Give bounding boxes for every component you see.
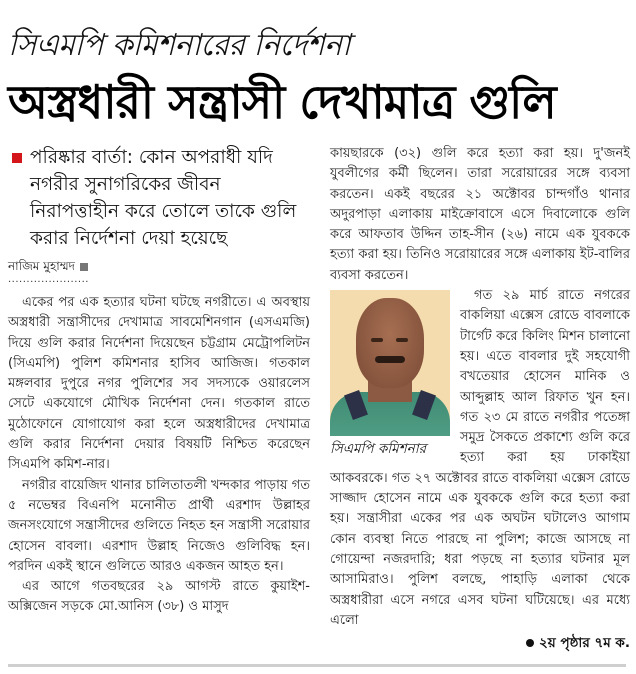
left-column bbox=[8, 144, 310, 618]
author-name: নাজিম মুহাম্মদ bbox=[8, 259, 75, 273]
body-paragraph: একের পর এক হত্যার ঘটনা ঘটছে নগরীতে। এ অবস্থায় অস্ত্রধারী সন্ত্রাসীদের দেখামাত্র সাবমেশিনগান (এসএমজি) দিয়ে গুলি করার নির্দেশনা দিয়েছেন চট্টগ্রাম মেট্রোপলিটন (সিএমপি) পুলিশ কমিশনার হাসিব আজিজ। গতকাল মঙ্গলবার দুপুরে নগর পুলিশের সব সদস্যকে ওয়ারলেস সেটে একযোগে মৌখিক নির্দেশনা দেন। গতকাল রাতে মুঠোফোনে যোগাযোগ করা হলে অস্ত্রধারীদের দেখামাত্র গুলি করার নির্দেশনা দেয়ার বিষয়টি নিশ্চিত করেছেন সিএমপি কমিশ-নার। bbox=[8, 295, 310, 473]
bottom-rule bbox=[8, 664, 626, 667]
head-shape bbox=[356, 298, 424, 388]
byline bbox=[8, 255, 310, 277]
headline: অস্ত্রধারী সন্ত্রাসী দেখামাত্র গুলি bbox=[8, 75, 556, 129]
dotted-separator: ······················ bbox=[8, 277, 89, 288]
eye-shape bbox=[371, 338, 383, 342]
summary-block bbox=[8, 144, 310, 252]
body-paragraph: নগরীর বায়েজিদ থানার চালিতাতলী খন্দকার পাড়ায় গত ৫ নভেম্বর বিএনপি মনোনীত প্রার্থী এরশাদ উল্লাহর জনসংযোগে সন্ত্রাসীদের গুলিতে নিহত হন সন্ত্রাসী সরোয়ার হোসেন বাবলা। এরশাদ উল্লাহ নিজেও গুলিবিদ্ধ হন। পরদিন একই স্থানে গুলিতে আরও একজন আহত হন। bbox=[8, 477, 310, 574]
commissioner-photo bbox=[330, 290, 450, 436]
grey-square-icon bbox=[80, 263, 88, 271]
jump-text: ২য় পৃষ্ঠার ৭ম ক. bbox=[539, 635, 630, 652]
kicker: সিএমপি কমিশনারের নির্দেশনা bbox=[8, 28, 351, 63]
mustache-shape bbox=[375, 356, 405, 363]
body-paragraph: এর আগে গতবছরের ২৯ আগস্ট রাতে কুয়াইশ-অক্সিজেন সড়কে মো.আনিস (৩৮) ও মাসুদ bbox=[8, 579, 310, 615]
eye-shape bbox=[396, 338, 408, 342]
body-paragraph: গত ২৯ মার্চ রাতে নগরের বাকলিয়া এক্সেস রোডে বাবলাকে টার্গেট করে কিলিং মিশন চালানো হয়। এতে বাবলার দুই সহযোগী বখতেয়ার হোসেন মানিক ও আব্দুল্লাহ আল রিফাত খুন হন। গত ২৩ মে রাতে নগরীর পতেঙ্গা সমুদ্র সৈকতে প্রকাশ্যে গুলি করে হত্যা করা হয় ঢাকাইয়া আকবরকে। গত ২৭ অক্টোবর রাতে বাকলিয়া এক্সেস রোডে সাজ্জাদ হোসেন নামে এক যুবককে গুলি করে হত্যা করা হয়। সন্ত্রাসীরা একের পর এক অঘটন ঘটালেও আগাম কোন ব্যবস্থা নিতে পারছে না পুলিশ; কাজে আসছে না গোয়েন্দা নজরদারি; ধরা পড়ছে না হত্যার ঘটনার মূল আসামিরাও। পুলিশ বলছে, পাহাড়ি এলাকা থেকে অস্ত্রধারীরা এসে নগরে এসব ঘটনা ঘটিয়েছে। এর মধ্যে এলো bbox=[330, 288, 630, 628]
summary-text: পরিষ্কার বার্তা: কোন অপরাধী যদি নগরীর সুনাগরিকের জীবন নিরাপত্তাহীন করে তোলে তাকে গুলি করার নির্দেশনা দেয়া হয়েছে bbox=[30, 147, 297, 249]
red-square-bullet-icon bbox=[12, 153, 22, 163]
black-dot-icon bbox=[526, 639, 534, 647]
photo-caption: সিএমপি কমিশনার bbox=[330, 441, 427, 458]
photo-figure bbox=[330, 290, 450, 460]
continuation-jump bbox=[330, 632, 630, 654]
body-paragraph: কায়ছারকে (৩২) গুলি করে হত্যা করা হয়। দু'জনই যুবলীগের কর্মী ছিলেন। তারা সরোয়ারের সঙ্গে ব্যবসা করতেন। একই বছরের ২১ অক্টোবর চান্দগাঁও থানার অদুরপাড়া এলাকায় মাইক্রোবাসে এসে দিবালোকে গুলি করে আফতাব উদ্দিন তাহ-সীন (২৬) নামে এক যুবককে হত্যা করা হয়। তিনিও সরোয়ারের সঙ্গে এলাকায় ইট-বালির ব্যবসা করতেন। bbox=[330, 146, 630, 283]
right-column bbox=[330, 144, 630, 654]
